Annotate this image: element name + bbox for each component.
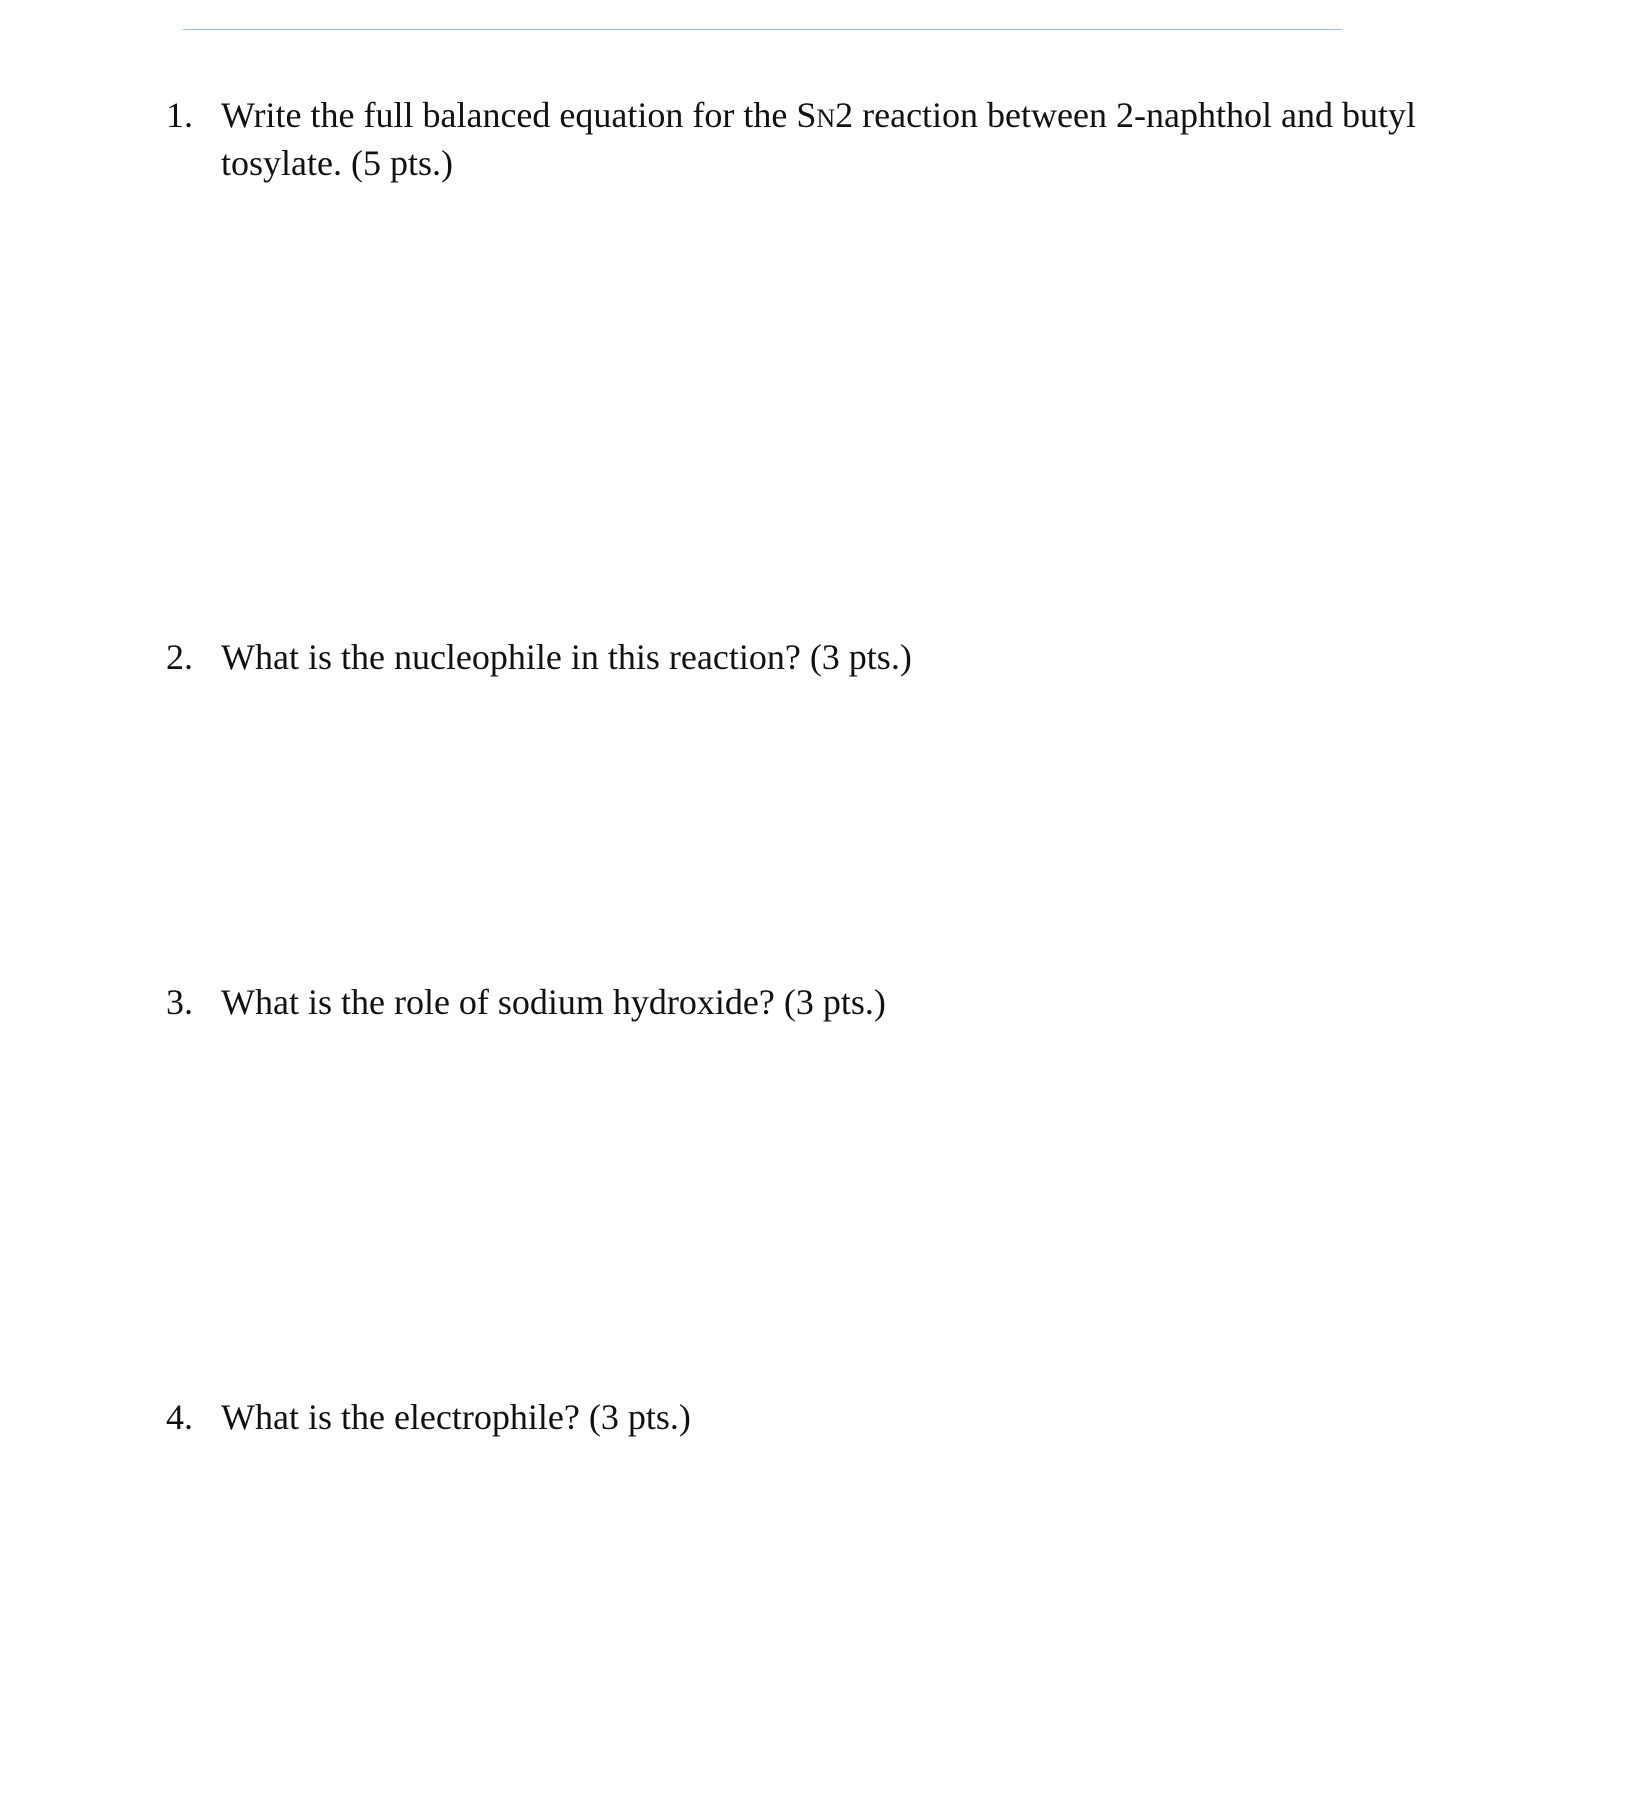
question-4 [166,1395,1496,1440]
question-2 [166,635,1496,680]
sn2-subscript: N [816,104,836,133]
question-4-number: 4. [166,1397,193,1437]
question-1-text [221,93,1496,186]
question-3-text: What is the role of sodium hydroxide? (3 pts.) [221,982,886,1022]
question-4-text: What is the electrophile? (3 pts.) [221,1397,691,1437]
question-2-text: What is the nucleophile in this reaction? (3 pts.) [221,637,912,677]
question-2-number: 2. [166,637,193,677]
question-1-number: 1. [166,95,193,135]
question-1 [166,93,1496,186]
question-3 [166,980,1496,1025]
question-3-number: 3. [166,982,193,1022]
header-rule [183,29,1342,30]
question-1-text-after: 2 reaction between 2-naphthol and butyl tosylate. (5 pts.) [221,95,1416,183]
question-1-text-before: Write the full balanced equation for the S [221,95,817,135]
